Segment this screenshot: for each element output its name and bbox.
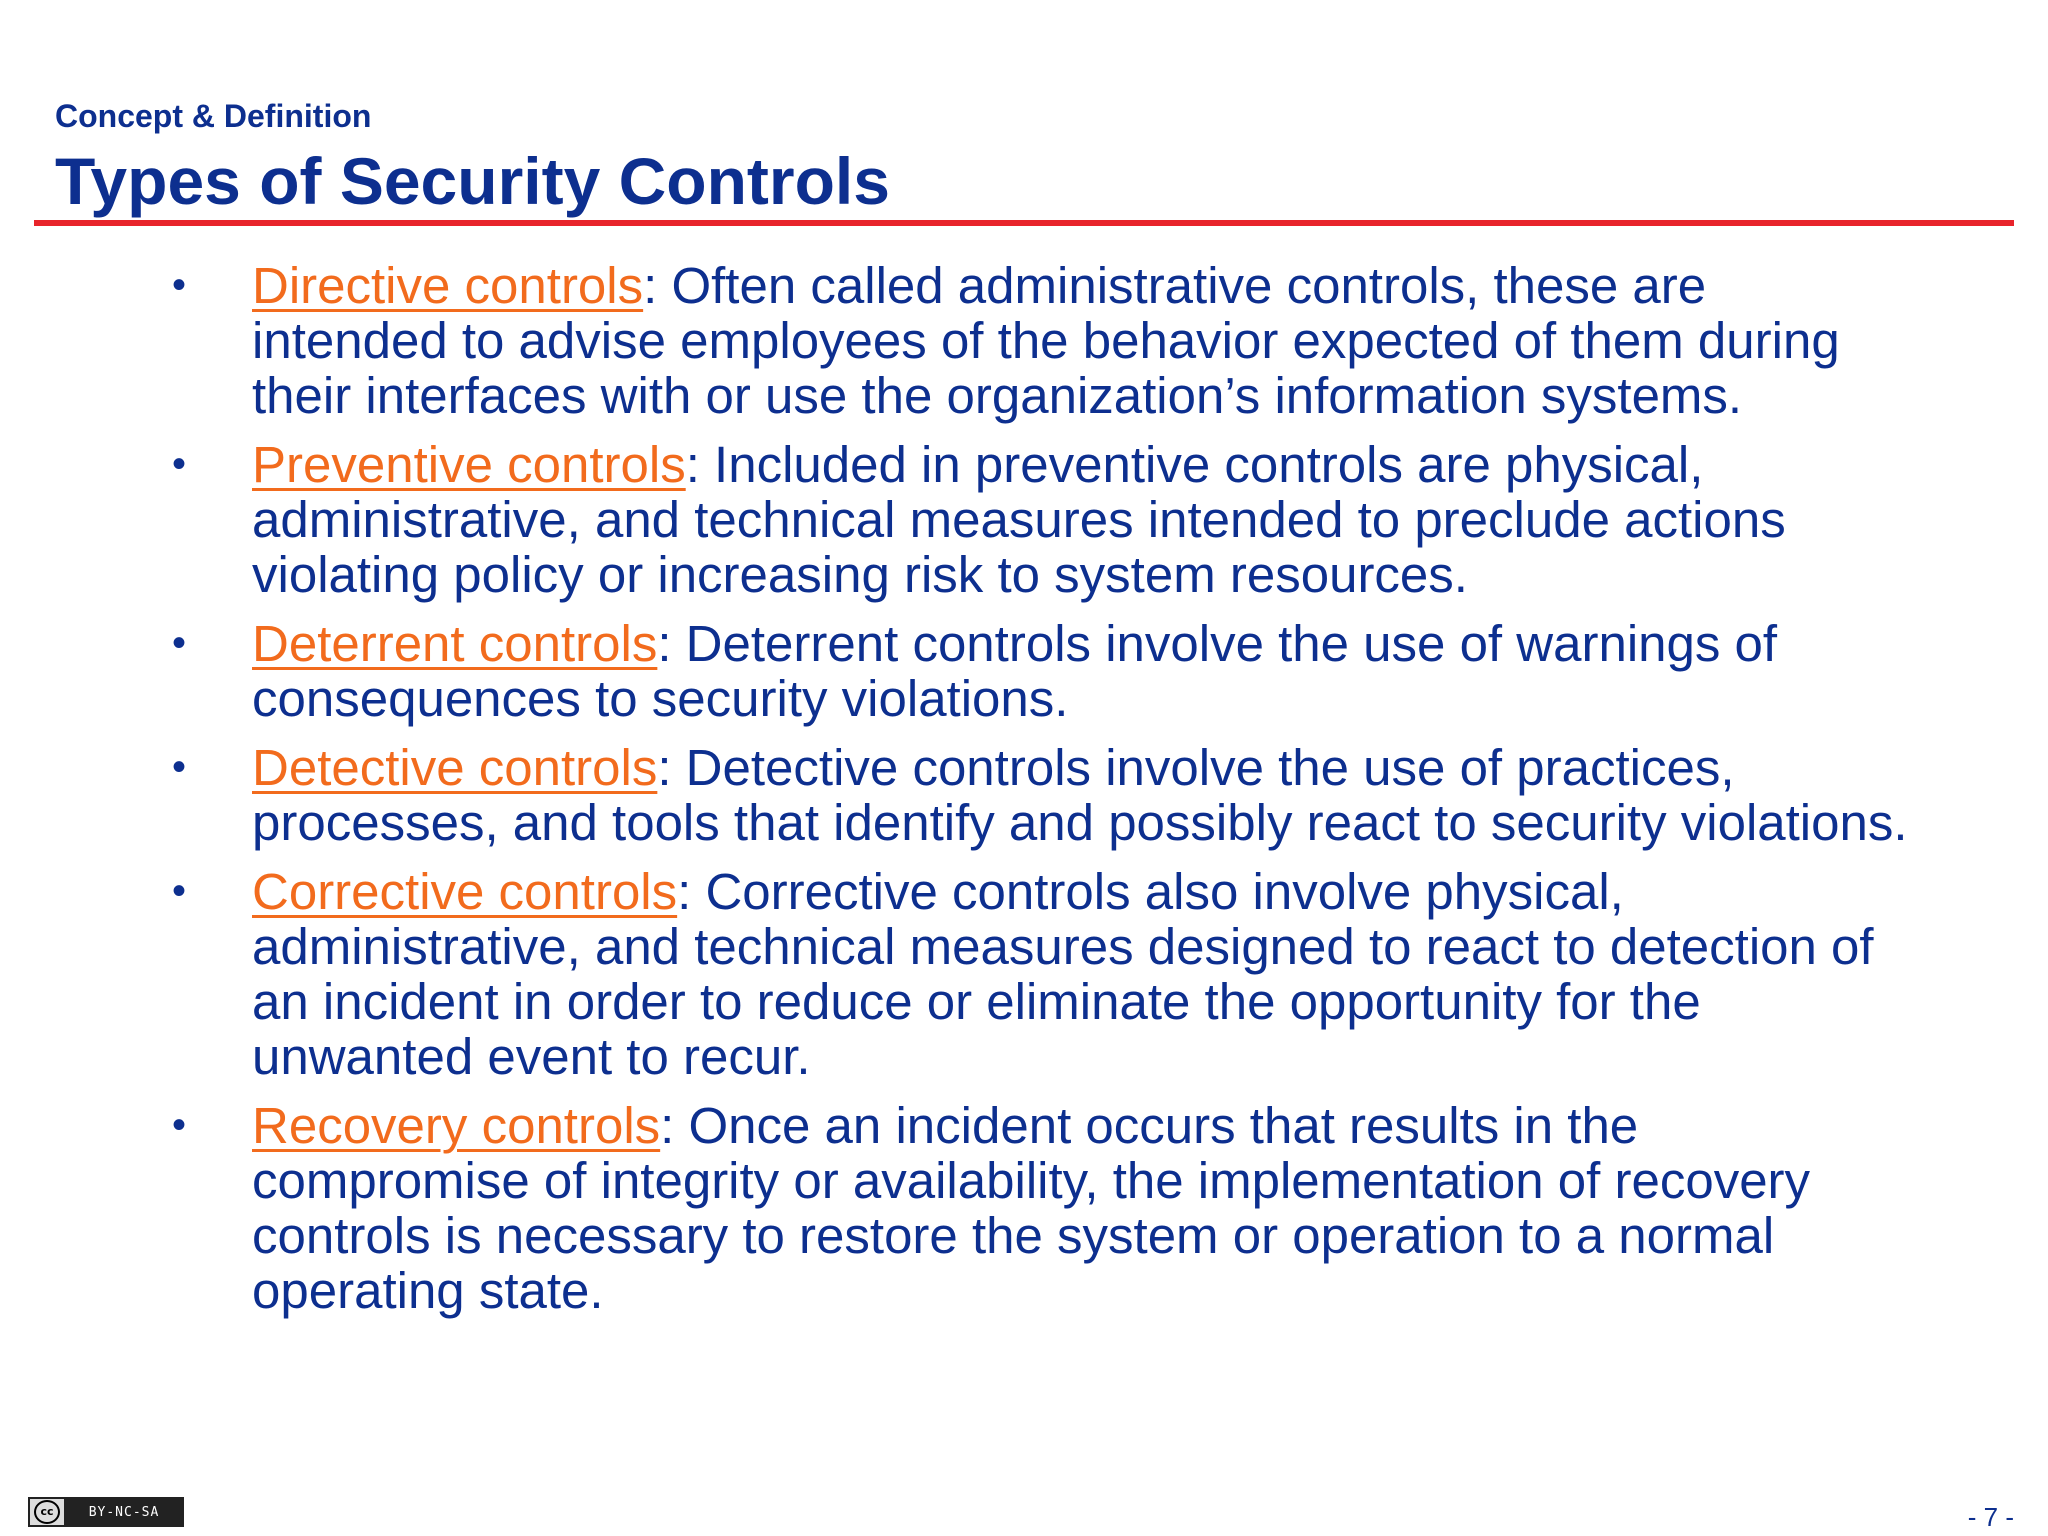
bullet-item-deterrent <box>172 616 1912 726</box>
bullet-text: : Deterrent controls involve the use of warnings of consequences to security violations. <box>252 615 1778 727</box>
slide-kicker: Concept & Definition <box>55 98 372 134</box>
bullet-text: : Often called administrative controls, these are intended to advise employees of the behavior expected of them during their interfaces with or use the organization’s information systems. <box>252 257 1840 424</box>
bullet-item-corrective <box>172 864 1912 1084</box>
license-badge[interactable] <box>28 1497 184 1527</box>
bullet-text: : Corrective controls also involve physical, administrative, and technical measures designed to react to detection of an incident in order to reduce or eliminate the opportunity for the unwanted event to recur. <box>252 863 1874 1085</box>
page-number: - 7 - <box>1967 1502 2014 1532</box>
term-link-directive[interactable]: Directive controls <box>252 257 644 314</box>
term-link-recovery[interactable]: Recovery controls <box>252 1097 661 1154</box>
bullet-dot-icon: • <box>172 442 187 486</box>
bullet-list <box>172 258 1912 1332</box>
term-link-corrective[interactable]: Corrective controls <box>252 863 678 920</box>
bullet-item-directive <box>172 258 1912 423</box>
bullet-dot-icon: • <box>172 1103 187 1147</box>
license-label: BY-NC-SA <box>88 1504 160 1520</box>
term-link-preventive[interactable]: Preventive controls <box>252 436 686 493</box>
title-divider <box>34 220 2014 226</box>
bullet-dot-icon: • <box>172 745 187 789</box>
bullet-dot-icon: • <box>172 263 187 307</box>
bullet-text: : Once an incident occurs that results in the compromise of integrity or availability, the implementation of recovery controls is necessary to restore the system or operation to a normal operating state. <box>252 1097 1811 1319</box>
cc-icon-text: cc <box>34 1500 60 1524</box>
term-link-detective[interactable]: Detective controls <box>252 739 658 796</box>
bullet-item-detective <box>172 740 1912 850</box>
bullet-item-preventive <box>172 437 1912 602</box>
bullet-dot-icon: • <box>172 621 187 665</box>
bullet-dot-icon: • <box>172 869 187 913</box>
term-link-deterrent[interactable]: Deterrent controls <box>252 615 658 672</box>
slide-title: Types of Security Controls <box>55 144 890 218</box>
creative-commons-icon <box>30 1499 66 1525</box>
bullet-text: : Detective controls involve the use of practices, processes, and tools that identify and possibly react to security violations. <box>252 739 1908 851</box>
bullet-item-recovery <box>172 1098 1912 1318</box>
bullet-text: : Included in preventive controls are physical, administrative, and technical measures intended to preclude actions violating policy or increasing risk to system resources. <box>252 436 1786 603</box>
